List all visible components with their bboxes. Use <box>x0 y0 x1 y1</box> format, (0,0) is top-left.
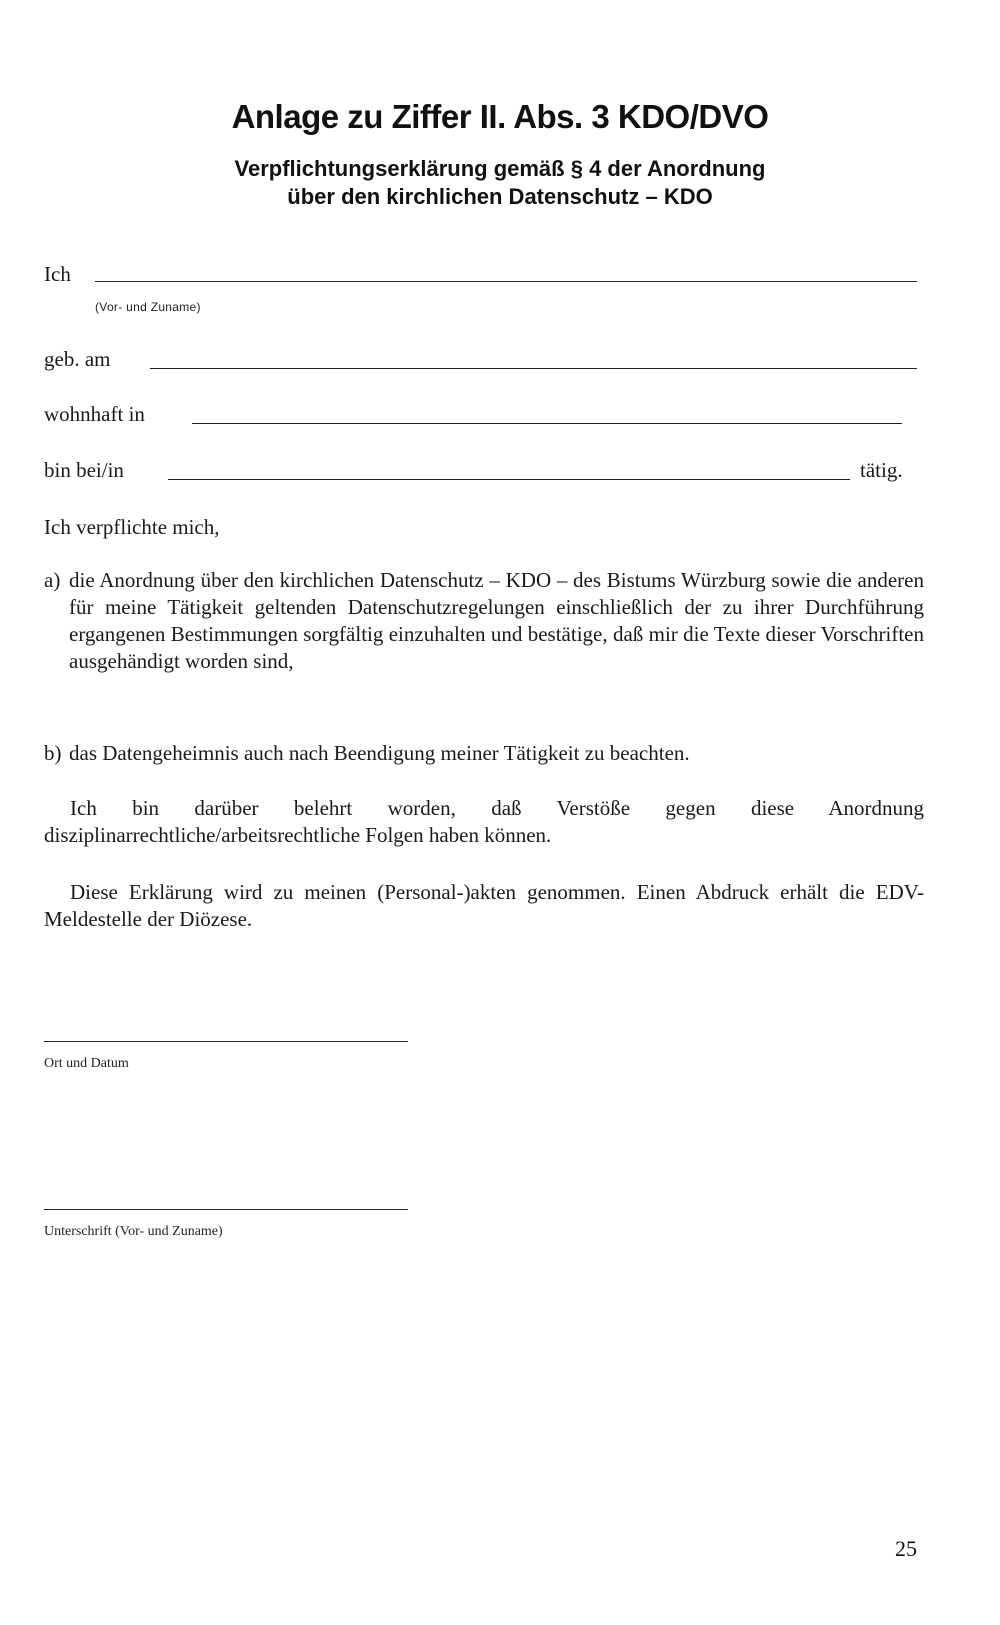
birth-date-label: geb. am <box>44 347 111 371</box>
records-paragraph: Diese Erklärung wird zu meinen (Personal-)akten genommen. Einen Abdruck erhält die EDV-Meldestelle der Diözese. <box>44 880 924 931</box>
name-field-line[interactable] <box>95 281 917 282</box>
name-hint: (Vor- und Zuname) <box>95 300 201 314</box>
document-title: Anlage zu Ziffer II. Abs. 3 KDO/DVO <box>231 98 769 135</box>
place-date-label: Ort und Datum <box>44 1056 129 1071</box>
employer-suffix: tätig. <box>860 458 903 482</box>
employer-field-line[interactable] <box>168 479 850 480</box>
item-b-marker: b) <box>44 741 62 765</box>
place-date-line[interactable] <box>44 1041 408 1042</box>
signature-label: Unterschrift (Vor- und Zuname) <box>44 1224 223 1239</box>
residence-field-line[interactable] <box>192 423 902 424</box>
commitment-intro: Ich verpflichte mich, <box>44 515 220 539</box>
signature-line[interactable] <box>44 1209 408 1210</box>
residence-label: wohnhaft in <box>44 402 145 426</box>
document-subtitle-line-1: Verpflichtungserklärung gemäß § 4 der Anordnung <box>234 156 766 181</box>
document-subtitle-line-2: über den kirchlichen Datenschutz – KDO <box>287 184 713 209</box>
commitment-item-b <box>44 740 924 767</box>
employer-label: bin bei/in <box>44 458 124 482</box>
item-b-text: das Datengeheimnis auch nach Beendigung meiner Tätigkeit zu beachten. <box>69 741 690 765</box>
commitment-item-a <box>44 567 924 675</box>
item-a-marker: a) <box>44 568 61 592</box>
birth-date-field-line[interactable] <box>150 368 917 369</box>
item-a-text: die Anordnung über den kirchlichen Datenschutz – KDO – des Bistums Würzburg sowie die anderen für meine Tätigkeit geltenden Datenschutzregelungen einschließlich der zu ihrer Durchführung ergangenen Bestimmungen sorgfältig einzuhalten und bestätige, daß mir die Texte dieser Vorschriften ausgehändigt worden sind, <box>69 568 924 673</box>
page-number: 25 <box>895 1536 917 1561</box>
name-label: Ich <box>44 262 71 286</box>
consequences-paragraph: Ich bin darüber belehrt worden, daß Verstöße gegen diese Anordnung disziplinarrechtliche/arbeitsrechtliche Folgen haben können. <box>44 796 924 847</box>
